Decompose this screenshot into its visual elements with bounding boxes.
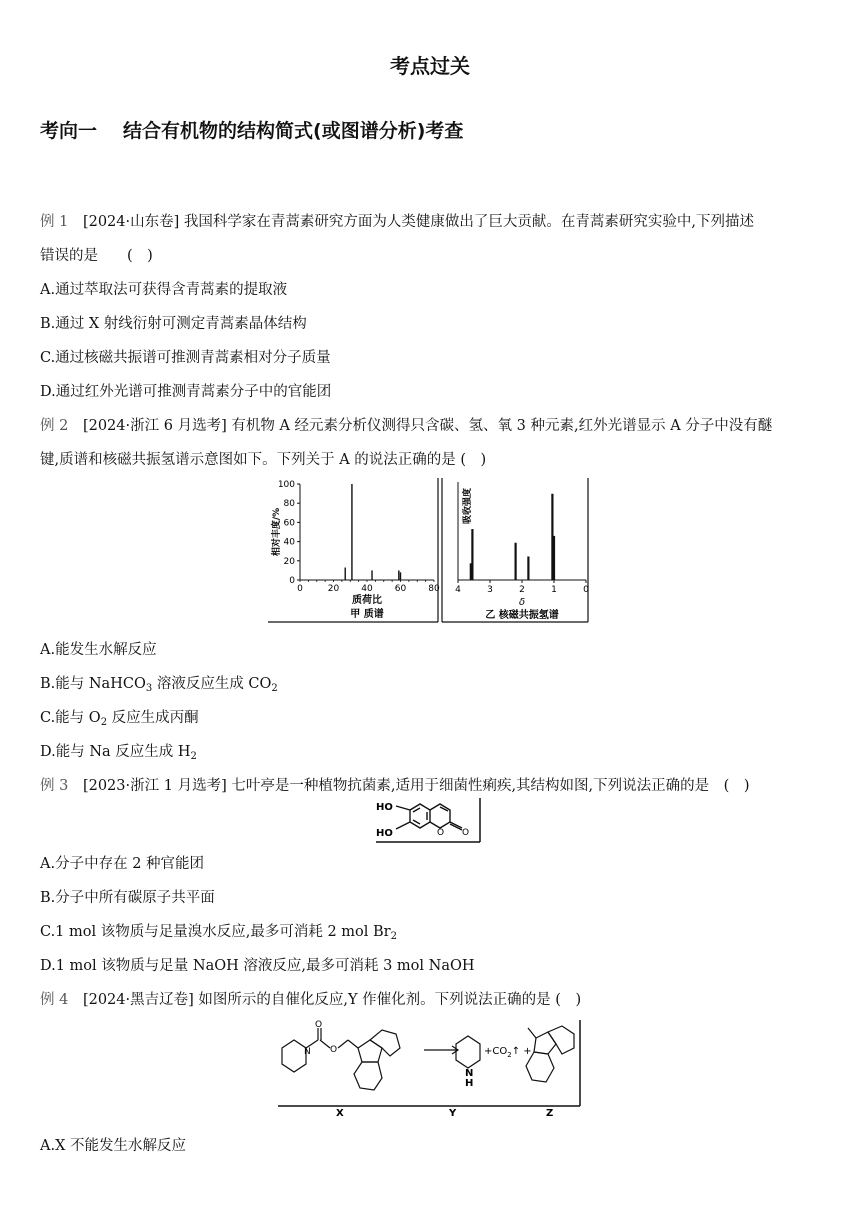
ex3-option-a: A.分子中存在 2 种官能团 — [40, 856, 205, 872]
scheme-label-n1: N — [304, 1047, 311, 1057]
ex1-label: 例 1 — [40, 214, 69, 230]
ex1-stem2: 错误的是 ( ) — [40, 248, 153, 264]
ex4-stem-line — [40, 988, 581, 1009]
ex2-option-c — [40, 706, 199, 727]
ex2-option-c-text2: 反应生成丙酮 — [107, 710, 199, 726]
ex2-option-b-sub: 3 — [145, 683, 153, 694]
ex1-option-d: D.通过红外光谱可推测青蒿素分子中的官能团 — [40, 384, 332, 400]
scheme-label-nh-h: H — [465, 1078, 474, 1089]
ms-ylabel: 相对丰度/% — [272, 507, 282, 557]
ms-title: 甲 质谱 — [350, 609, 384, 620]
struct-label-ho-top: HO — [376, 802, 393, 813]
ex2-stem-line1 — [40, 414, 772, 435]
nmr-xtick-label-1: 3 — [487, 585, 493, 595]
ex2-stem1: 有机物 A 经元素分析仪测得只含碳、氢、氧 3 种元素,红外光谱显示 A 分子中没有醚 — [231, 418, 773, 434]
x-fluorene-core — [358, 1040, 382, 1062]
z-fluorene-core — [534, 1032, 556, 1054]
ex2-option-b-text: B.能与 NaHCO — [40, 676, 146, 692]
nmr-xtick-label-2: 2 — [519, 585, 525, 595]
ms-xtick-label-0: 0 — [297, 584, 303, 594]
ex2-option-c-sub: 2 — [100, 717, 108, 728]
ex2-label: 例 2 — [40, 418, 69, 434]
scheme-label-x: X — [336, 1108, 344, 1118]
ex3-stem-line — [40, 774, 749, 795]
ex2-option-b — [40, 672, 278, 693]
ms-xlabel: 质荷比 — [352, 595, 382, 606]
ex4-option-a: A.X 不能发生水解反应 — [40, 1138, 187, 1154]
nmr-xtick-label-0: 4 — [455, 585, 461, 595]
nmr-spectrum-chart — [442, 478, 589, 622]
ex2-stem2: 键,质谱和核磁共振氢谱示意图如下。下列关于 A 的说法正确的是 ( ) — [40, 452, 487, 468]
ms-ytick-label-2: 40 — [283, 537, 295, 548]
x-fluorene-ring2 — [354, 1062, 382, 1090]
ex1-option-c: C.通过核磁共振谱可推测青蒿素相对分子质量 — [40, 350, 331, 366]
ms-xtick-label-1: 20 — [327, 584, 340, 594]
section-title: 结合有机物的结构简式(或图谱分析)考查 — [123, 120, 464, 142]
ex2-option-c-text: C.能与 O — [40, 710, 101, 726]
nmr-ylabel: 吸收强度 — [463, 487, 473, 525]
section-heading — [40, 116, 463, 143]
page-title: 考点过关 — [390, 54, 470, 78]
nmr-title: 乙 核磁共振氢谱 — [485, 610, 559, 621]
ex2-option-d-text: D.能与 Na 反应生成 H — [40, 744, 191, 760]
scheme-label-nh-n: N — [465, 1068, 474, 1079]
ms-ytick-label-1: 20 — [283, 556, 295, 567]
ex3-stem: 七叶亭是一种植物抗菌素,适用于细菌性痢疾,其结构如图,下列说法正确的是 ( ) — [231, 778, 750, 794]
ms-ytick-label-4: 80 — [283, 499, 295, 510]
x-fluorene-ring1 — [370, 1030, 400, 1056]
ms-xtick-label-2: 40 — [361, 584, 373, 594]
ex3-label: 例 3 — [40, 778, 69, 794]
y-piperidine-ring — [456, 1036, 480, 1068]
ex4-source: [2024·黑吉辽卷] — [82, 992, 194, 1008]
ex3-option-c-sub: 2 — [390, 931, 397, 942]
ex1-stem1: 我国科学家在青蒿素研究方面为人类健康做出了巨大贡献。在青蒿素研究实验中,下列描述 — [183, 214, 754, 230]
section-label: 考向一 — [40, 120, 98, 142]
nmr-xtick-label-4: 0 — [583, 585, 589, 595]
ms-ytick-label-0: 0 — [289, 576, 295, 586]
esculetin-structure — [374, 796, 484, 846]
struct-label-carbonyl-o: O — [462, 828, 470, 838]
nmr-xtick-label-3: 1 — [551, 585, 557, 595]
ex2-option-d-sub: 2 — [190, 751, 197, 762]
ex1-stem-line1 — [40, 210, 754, 231]
ex3-option-b: B.分子中所有碳原子共平面 — [40, 890, 215, 906]
ex4-stem: 如图所示的自催化反应,Y 作催化剂。下列说法正确的是 ( ) — [198, 992, 582, 1008]
ex2-option-b-text2: 溶液反应生成 CO — [152, 676, 272, 692]
ms-xtick-label-4: 80 — [428, 584, 440, 594]
scheme-label-o2: O — [330, 1045, 338, 1055]
scheme-co2: $+CO_2↑$ + — [484, 1046, 532, 1059]
x-piperidine-ring — [282, 1040, 306, 1072]
ex1-option-a: A.通过萃取法可获得含青蒿素的提取液 — [40, 282, 288, 298]
nmr-xlabel: δ — [518, 597, 526, 608]
reaction-scheme — [274, 1018, 586, 1118]
spectra-figure — [268, 476, 592, 626]
scheme-label-y: Y — [449, 1108, 457, 1118]
ex1-option-b: B.通过 X 射线衍射可测定青蒿素晶体结构 — [40, 316, 307, 332]
mass-spectrum-chart — [268, 478, 440, 622]
ex3-source: [2023·浙江 1 月选考] — [82, 778, 227, 794]
ms-ytick-label-3: 60 — [283, 518, 295, 529]
ex3-option-c-text: C.1 mol 该物质与足量溴水反应,最多可消耗 2 mol Br — [40, 924, 391, 940]
ex1-source: [2024·山东卷] — [82, 214, 180, 230]
scheme-label-o1: O — [315, 1020, 323, 1030]
scheme-label-z: Z — [546, 1108, 554, 1118]
ms-xtick-label-3: 60 — [394, 584, 407, 594]
struct-label-ring-o: O — [437, 828, 445, 838]
struct-label-ho-bottom: HO — [376, 828, 393, 839]
ex2-option-d — [40, 740, 197, 761]
ex2-option-b-sub2: 2 — [271, 683, 278, 694]
ms-ytick-label-5: 100 — [277, 480, 295, 490]
ex3-option-d: D.1 mol 该物质与足量 NaOH 溶液反应,最多可消耗 3 mol NaOH — [40, 958, 475, 974]
ex2-source: [2024·浙江 6 月选考] — [82, 418, 227, 434]
ex4-label: 例 4 — [40, 992, 69, 1008]
ex2-option-a: A.能发生水解反应 — [40, 642, 157, 658]
ex3-option-c — [40, 920, 397, 941]
